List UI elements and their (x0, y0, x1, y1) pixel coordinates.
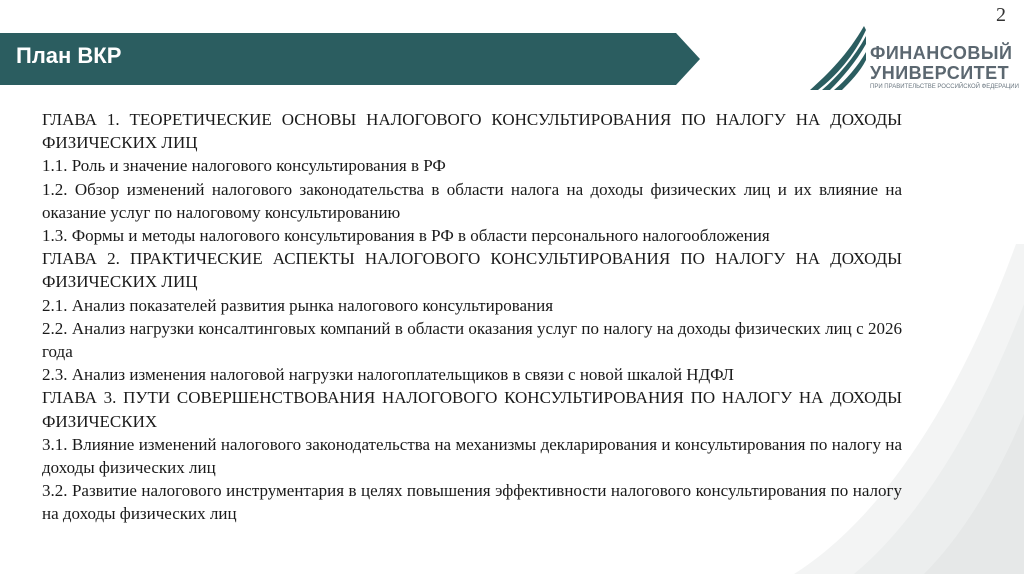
logo-text-line2: УНИВЕРСИТЕТ (870, 63, 1010, 83)
slide-title: План ВКР (16, 43, 122, 68)
plan-outline (42, 108, 902, 526)
logo-emblem-icon (808, 26, 868, 92)
outline-chapter-3: ГЛАВА 3. ПУТИ СОВЕРШЕНСТВОВАНИЯ НАЛОГОВОГО КОНСУЛЬТИРОВАНИЯ ПО НАЛОГУ НА ДОХОДЫ ФИЗИЧЕСКИХ (42, 388, 902, 431)
outline-item-1-3: 1.3. Формы и методы налогового консультирования в РФ в области персонального налогообложения (42, 226, 770, 246)
outline-item-1-1: 1.1. Роль и значение налогового консультирования в РФ (42, 156, 446, 176)
title-banner (0, 33, 700, 85)
logo-text-line3: ПРИ ПРАВИТЕЛЬСТВЕ РОССИЙСКОЙ ФЕДЕРАЦИИ (870, 84, 1019, 90)
outline-item-3-2: 3.2. Развитие налогового инструментария в целях повышения эффективности налогового консультирования по налогу на доходы физических лиц (42, 481, 902, 524)
logo-text-line1: ФИНАНСОВЫЙ (870, 43, 1013, 63)
page-number: 2 (996, 4, 1006, 26)
outline-item-2-1: 2.1. Анализ показателей развития рынка налогового консультирования (42, 295, 554, 315)
outline-chapter-2: ГЛАВА 2. ПРАКТИЧЕСКИЕ АСПЕКТЫ НАЛОГОВОГО КОНСУЛЬТИРОВАНИЯ ПО НАЛОГУ НА ДОХОДЫ ФИЗИЧЕСКИХ ЛИЦ (42, 249, 902, 292)
outline-item-3-1: 3.1. Влияние изменений налогового законодательства на механизмы декларирования и консультирования по налогу на доходы физических лиц (42, 434, 902, 478)
outline-item-1-2: 1.2. Обзор изменений налогового законодательства в области налога на доходы физических лиц и их влияние на оказание услуг по налоговому консультированию (42, 179, 902, 222)
university-logo (808, 26, 1018, 92)
outline-item-2-3: 2.3. Анализ изменения налоговой нагрузки налогоплательщиков в связи с новой шкалой НДФЛ (42, 365, 734, 385)
outline-chapter-1: ГЛАВА 1. ТЕОРЕТИЧЕСКИЕ ОСНОВЫ НАЛОГОВОГО КОНСУЛЬТИРОВАНИЯ ПО НАЛОГУ НА ДОХОДЫ ФИЗИЧЕСКИХ ЛИЦ (42, 110, 902, 153)
outline-item-2-2: 2.2. Анализ нагрузки консалтинговых компаний в области оказания услуг по налогу на доходы физических лиц с 2026 года (42, 318, 902, 362)
